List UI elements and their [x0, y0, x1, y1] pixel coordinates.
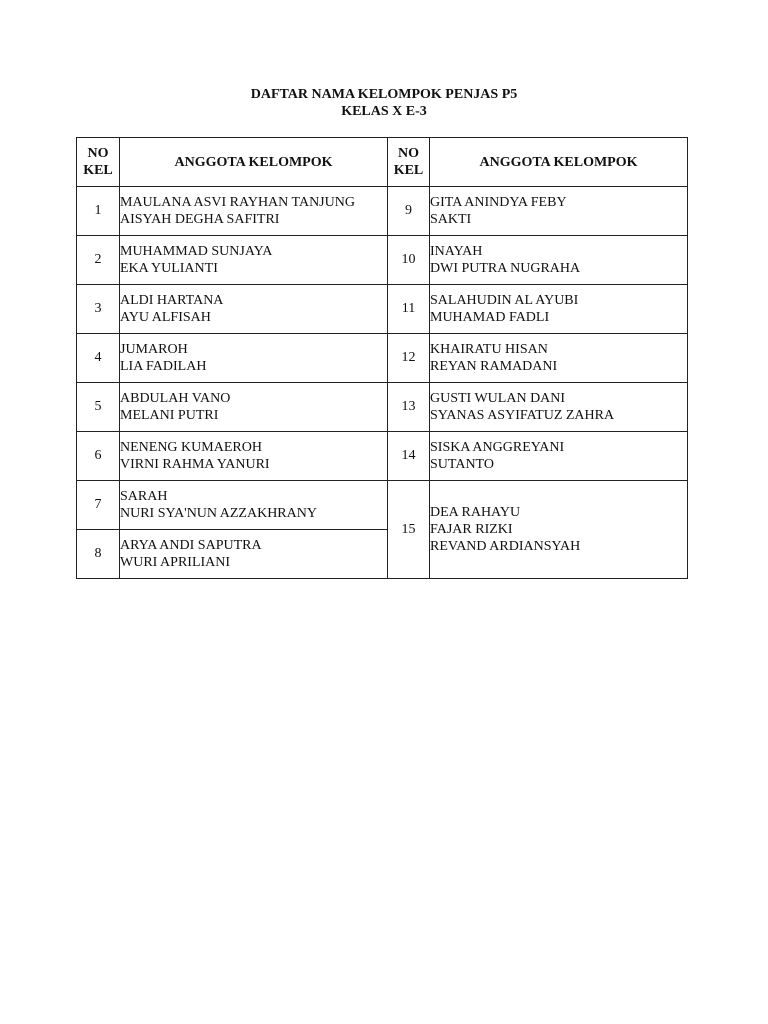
member-name: LIA FADILAH	[120, 359, 207, 374]
group-members	[120, 285, 388, 334]
group-number: 3	[77, 285, 120, 334]
member-name: GITA ANINDYA FEBY	[430, 195, 567, 210]
header-kel-label: KEL	[83, 163, 113, 178]
table-row	[77, 432, 688, 481]
member-name: MUHAMAD FADLI	[430, 310, 550, 325]
group-members	[430, 285, 688, 334]
group-members	[430, 187, 688, 236]
group-table	[76, 137, 688, 579]
document-title	[0, 86, 768, 120]
title-line-1: DAFTAR NAMA KELOMPOK PENJAS P5	[250, 87, 518, 102]
table-row	[77, 383, 688, 432]
member-name: MUHAMMAD SUNJAYA	[120, 244, 273, 259]
member-name: WURI APRILIANI	[120, 555, 231, 570]
member-name: FAJAR RIZKI	[430, 522, 513, 537]
member-name: REYAN RAMADANI	[430, 359, 558, 374]
header-kel-label: KEL	[393, 163, 424, 178]
header-no-label: NO	[87, 146, 109, 161]
group-members	[430, 383, 688, 432]
member-name: SYANAS ASYIFATUZ ZAHRA	[430, 408, 615, 423]
group-number: 11	[388, 285, 430, 334]
member-name: VIRNI RAHMA YANURI	[120, 457, 270, 472]
group-members	[120, 383, 388, 432]
group-members	[120, 530, 388, 579]
group-members	[430, 481, 688, 579]
group-number: 6	[77, 432, 120, 481]
member-name: DWI PUTRA NUGRAHA	[430, 261, 581, 276]
member-name: INAYAH	[430, 244, 483, 259]
member-name: SARAH	[120, 489, 168, 504]
group-number: 15	[388, 481, 430, 579]
header-members-right: ANGGOTA KELOMPOK	[430, 138, 688, 187]
group-members	[430, 334, 688, 383]
member-name: MAULANA ASVI RAYHAN TANJUNG	[120, 195, 355, 210]
member-name: SISKA ANGGREYANI	[430, 440, 565, 455]
member-name: REVAND ARDIANSYAH	[430, 539, 581, 554]
header-no-kel-left	[77, 138, 120, 187]
header-members-left: ANGGOTA KELOMPOK	[120, 138, 388, 187]
table-row	[77, 285, 688, 334]
group-members	[430, 432, 688, 481]
member-name: ABDULAH VANO	[120, 391, 231, 406]
member-name: NURI SYA'NUN AZZAKHRANY	[120, 506, 317, 521]
member-name: DEA RAHAYU	[430, 505, 521, 520]
group-number: 8	[77, 530, 120, 579]
member-name: GUSTI WULAN DANI	[430, 391, 566, 406]
member-name: SUTANTO	[430, 457, 494, 472]
group-members	[120, 334, 388, 383]
group-number: 2	[77, 236, 120, 285]
group-number: 9	[388, 187, 430, 236]
member-name: ARYA ANDI SAPUTRA	[120, 538, 262, 553]
group-members	[120, 187, 388, 236]
member-name: AYU ALFISAH	[120, 310, 211, 325]
table-row	[77, 187, 688, 236]
table-row	[77, 334, 688, 383]
group-number: 7	[77, 481, 120, 530]
group-number: 12	[388, 334, 430, 383]
header-no-label: NO	[398, 146, 419, 161]
table-row	[77, 481, 688, 530]
group-members	[120, 432, 388, 481]
group-number: 14	[388, 432, 430, 481]
member-name: NENENG KUMAEROH	[120, 440, 262, 455]
title-line-2: KELAS X E-3	[341, 104, 427, 119]
group-number: 1	[77, 187, 120, 236]
header-no-kel-right	[388, 138, 430, 187]
member-name: ALDI HARTANA	[120, 293, 224, 308]
member-name: SAKTI	[430, 212, 472, 227]
member-name: JUMAROH	[120, 342, 188, 357]
member-name: SALAHUDIN AL AYUBI	[430, 293, 579, 308]
member-name: AISYAH DEGHA SAFITRI	[120, 212, 280, 227]
group-members	[120, 481, 388, 530]
group-number: 5	[77, 383, 120, 432]
group-number: 4	[77, 334, 120, 383]
group-members	[430, 236, 688, 285]
header-row	[77, 138, 688, 187]
member-name: MELANI PUTRI	[120, 408, 219, 423]
group-number: 13	[388, 383, 430, 432]
group-members	[120, 236, 388, 285]
member-name: EKA YULIANTI	[120, 261, 218, 276]
group-number: 10	[388, 236, 430, 285]
member-name: KHAIRATU HISAN	[430, 342, 548, 357]
table-row	[77, 236, 688, 285]
